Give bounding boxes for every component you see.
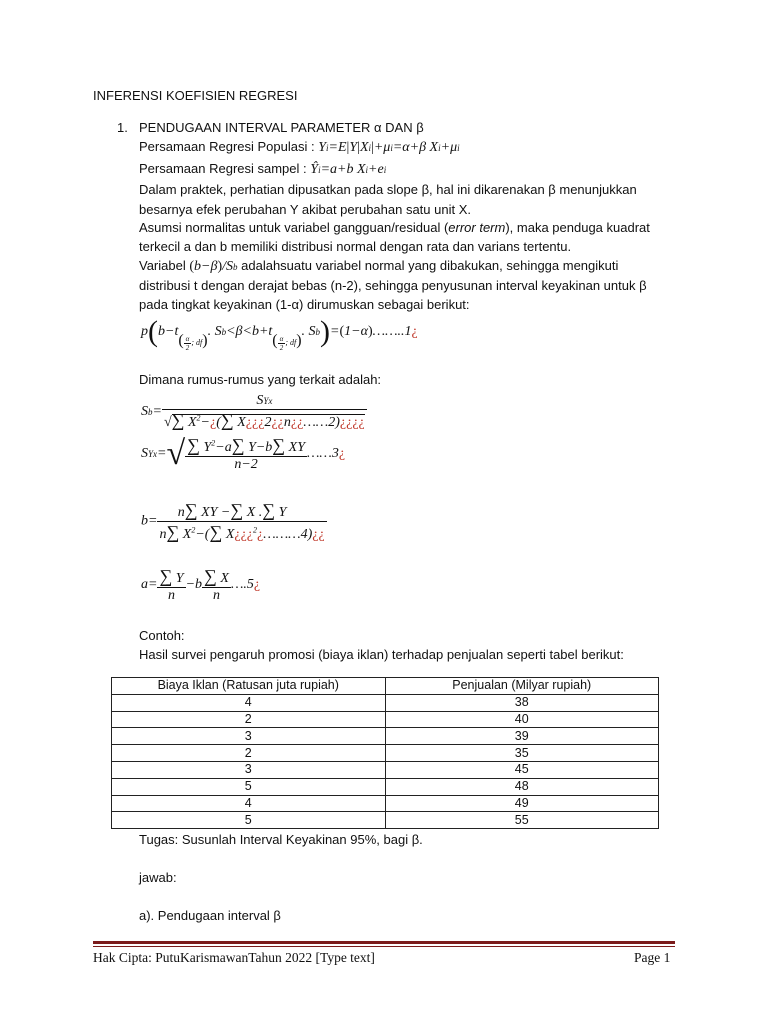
table-cell: 3: [112, 728, 386, 745]
population-regression-line: [139, 139, 460, 156]
table-row: [112, 728, 659, 745]
syx-equation: SYx=√ $\frac{\sum Y^2-a\sum Y-b\sum XY}{n-2}$ ……3¿: [141, 435, 346, 472]
column-header: Biaya Iklan (Ratusan juta rupiah): [112, 678, 386, 695]
population-equation: Yi=E|Y|Xi|+μi=α+β Xi+μi: [318, 140, 460, 155]
data-table: [111, 677, 659, 829]
table-row: [112, 795, 659, 812]
table-row: [112, 812, 659, 829]
table-cell: 55: [385, 812, 659, 829]
sb-equation: Sb= $\frac{\text{SYx}}{√\sum X^2-¿(\sum X¿¿¿2¿¿n¿¿\dots\dots 2)¿¿¿¿}$: [141, 393, 365, 430]
text-segment: ), maka penduga kuadrat: [505, 220, 650, 235]
answer-label: jawab:: [139, 870, 177, 885]
sample-label: Persamaan Regresi sampel :: [139, 161, 307, 176]
table-cell: 4: [112, 694, 386, 711]
table-cell: 2: [112, 711, 386, 728]
answer-part-a: a). Pendugaan interval β: [139, 908, 281, 923]
paragraph-line: distribusi t dengan derajat bebas (n-2), sehingga penyusunan interval keyakinan untuk β: [139, 278, 647, 293]
b-equation: b= $\frac{n\sum XY -\sum X .\sum Y}{n\sum X^2-(\sum X¿¿¿^2¿\dots\dots\dots 4)¿¿}$: [141, 500, 325, 542]
standardized-variable: (b−β)/Sb: [189, 259, 238, 274]
footer-copyright: Hak Cipta: PutuKarismawanTahun 2022 [Type text]: [93, 950, 375, 965]
table-cell: 49: [385, 795, 659, 812]
table-cell: 5: [112, 778, 386, 795]
table-row: [112, 778, 659, 795]
table-cell: 2: [112, 745, 386, 762]
paragraph-line: Dalam praktek, perhatian dipusatkan pada slope β, hal ini dikarenakan β menunjukkan: [139, 182, 637, 197]
table-row: [112, 745, 659, 762]
text-segment: adalahsuatu variabel normal yang dibakukan, sehingga mengikuti: [241, 258, 619, 273]
table-cell: 45: [385, 761, 659, 778]
section-title: PENDUGAAN INTERVAL PARAMETER α DAN β: [139, 120, 424, 135]
task-line: Tugas: Susunlah Interval Keyakinan 95%, bagi β.: [139, 832, 423, 847]
table-cell: 5: [112, 812, 386, 829]
population-label: Persamaan Regresi Populasi :: [139, 139, 315, 154]
text-segment: Variabel: [139, 258, 186, 273]
table-row: [112, 761, 659, 778]
contoh-label: Contoh:: [139, 628, 185, 643]
interval-equation: $p(b-t_{( \frac{\alpha}{2} ; df)}$. $Sb<\beta<b+t_{( \frac{\alpha}{2} ; df)}$. Sb)=(1−α)……..1¿: [141, 315, 418, 352]
paragraph-line: [139, 220, 650, 235]
footer-page-number: Page 1: [634, 950, 671, 965]
example-description: Hasil survei pengaruh promosi (biaya iklan) terhadap penjualan seperti tabel berikut:: [139, 647, 624, 662]
sample-equation: Ŷi=a+b Xi+ei: [310, 162, 387, 177]
table-row: [112, 694, 659, 711]
table-cell: 35: [385, 745, 659, 762]
column-header: Penjualan (Milyar rupiah): [385, 678, 659, 695]
table-header-row: [112, 678, 659, 695]
table-cell: 3: [112, 761, 386, 778]
text-segment: Asumsi normalitas untuk variabel gangguan/residual (: [139, 220, 449, 235]
table-cell: 4: [112, 795, 386, 812]
table-cell: 39: [385, 728, 659, 745]
paragraph-line: besarnya efek perubahan Y akibat perubahan satu unit X.: [139, 202, 471, 217]
section-number: 1.: [117, 120, 128, 135]
table-cell: 48: [385, 778, 659, 795]
table-row: [112, 711, 659, 728]
table-cell: 40: [385, 711, 659, 728]
page-title: INFERENSI KOEFISIEN REGRESI: [93, 88, 298, 103]
a-equation: a= $\frac{\sum Y}{n}$ −b $\frac{\sum X}{n}$ ….5¿: [141, 566, 261, 603]
footer-rule-thin: [93, 946, 675, 947]
dimana-line: Dimana rumus-rumus yang terkait adalah:: [139, 372, 382, 387]
paragraph-line: terkecil a dan b memiliki distribusi normal dengan rata dan varians tertentu.: [139, 239, 572, 254]
sample-regression-line: [139, 161, 386, 178]
table-cell: 38: [385, 694, 659, 711]
paragraph-line: [139, 258, 618, 275]
italic-term: error term: [448, 220, 506, 235]
paragraph-line: pada tingkat keyakinan (1-α) dirumuskan sebagai berikut:: [139, 297, 470, 312]
footer-rule: [93, 941, 675, 944]
